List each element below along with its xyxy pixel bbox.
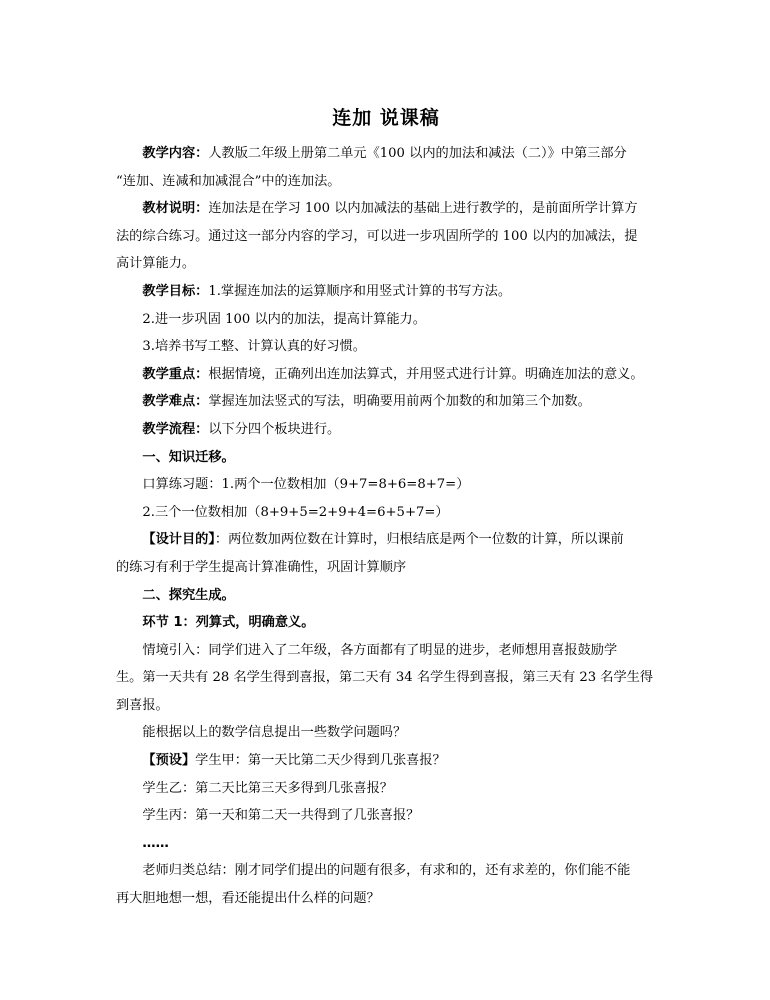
scenario-intro: 情境引入：同学们进入了二年级，各方面都有了明显的进步，老师想用喜报鼓励学: [142, 642, 618, 658]
oral-practice-1: 口算练习题：1.两个一位数相加（9+7=8+6=8+7=）: [142, 477, 470, 493]
material-text: 连加法是在学习 100 以内加减法的基础上进行教学的，是前面所学计算方: [208, 201, 638, 217]
design-purpose-continued: 的练习有利于学生提高计算准确性，巩固计算顺序: [116, 559, 407, 575]
process-text: 以下分四个板块进行。: [208, 421, 341, 437]
teaching-content-text: 人教版二年级上册第二单元《100 以内的加法和减法（二）》中第三部分: [208, 146, 627, 161]
teaching-content-paragraph: [116, 140, 656, 168]
preset-paragraph: [116, 747, 656, 775]
teaching-content-label: 教学内容：: [142, 146, 209, 161]
teacher-summary-continued: 再大胆地想一想，看还能提出什么样的问题？: [116, 891, 380, 907]
material-continued-1: 法的综合练习。通过这一部分内容的学习，可以进一步巩固所学的 100 以内的加减法，提: [116, 228, 638, 244]
process-paragraph: [116, 416, 656, 444]
section-1-heading: 一、知识迁移。: [142, 449, 235, 465]
goal-item-3: 3.培养书写工整、计算认真的好习惯。: [142, 339, 366, 355]
goals-label: 教学目标：: [142, 283, 209, 299]
difficulty-paragraph: [116, 388, 656, 416]
teaching-content-continued: “连加、连减和加减混合”中的连加法。: [116, 173, 341, 189]
material-label: 教材说明：: [142, 201, 209, 217]
difficulty-label: 教学难点：: [142, 394, 209, 410]
step-1-heading: 环节 1：列算式，明确意义。: [142, 615, 315, 631]
preset-label: 【预设】: [142, 753, 196, 769]
preset-student-b: 学生乙：第二天比第三天多得到几张喜报？: [142, 780, 393, 796]
goal-item-1: 1.掌握连加法的运算顺序和用竖式计算的书写方法。: [208, 283, 512, 299]
goals-paragraph: [116, 278, 656, 306]
key-point-text: 根据情境，正确列出连加法算式，并用竖式进行计算。明确连加法的意义。: [208, 366, 644, 382]
document-title: 连加 说课稿: [332, 107, 440, 129]
material-paragraph: [116, 195, 656, 223]
design-purpose-text: ：两位数加两位数在计算时，归根结底是两个一位数的计算，所以课前: [214, 532, 624, 548]
process-label: 教学流程：: [142, 421, 209, 437]
design-purpose-label: 【设计目的】: [142, 532, 215, 548]
teacher-summary: 老师归类总结：刚才同学们提出的问题有很多，有求和的，还有求差的，你们能不能: [142, 863, 631, 879]
material-continued-2: 高计算能力。: [116, 256, 196, 272]
preset-student-c: 学生丙：第一天和第二天一共得到了几张喜报？: [142, 808, 420, 824]
oral-practice-2: 2.三个一位数相加（8+9+5=2+9+4=6+5+7=）: [142, 504, 449, 520]
scenario-intro-continued-1: 生。第一天共有 28 名学生得到喜报，第二天有 34 名学生得到喜报，第三天有 23 名学生得: [116, 670, 654, 686]
difficulty-text: 掌握连加法竖式的写法，明确要用前两个加数的和加第三个加数。: [208, 394, 591, 410]
key-point-label: 教学重点：: [142, 366, 209, 382]
ellipsis: ……: [142, 835, 169, 851]
preset-student-a: 学生甲：第一天比第二天少得到几张喜报？: [195, 753, 446, 769]
goal-item-2: 2.进一步巩固 100 以内的加法，提高计算能力。: [142, 311, 426, 327]
design-purpose-paragraph: [116, 526, 656, 554]
scenario-intro-continued-2: 到喜报。: [116, 697, 169, 713]
section-2-heading: 二、探究生成。: [142, 587, 235, 603]
key-point-paragraph: [116, 361, 656, 389]
question-prompt: 能根据以上的数学信息提出一些数学问题吗？: [142, 725, 407, 741]
document-body: [116, 140, 656, 913]
